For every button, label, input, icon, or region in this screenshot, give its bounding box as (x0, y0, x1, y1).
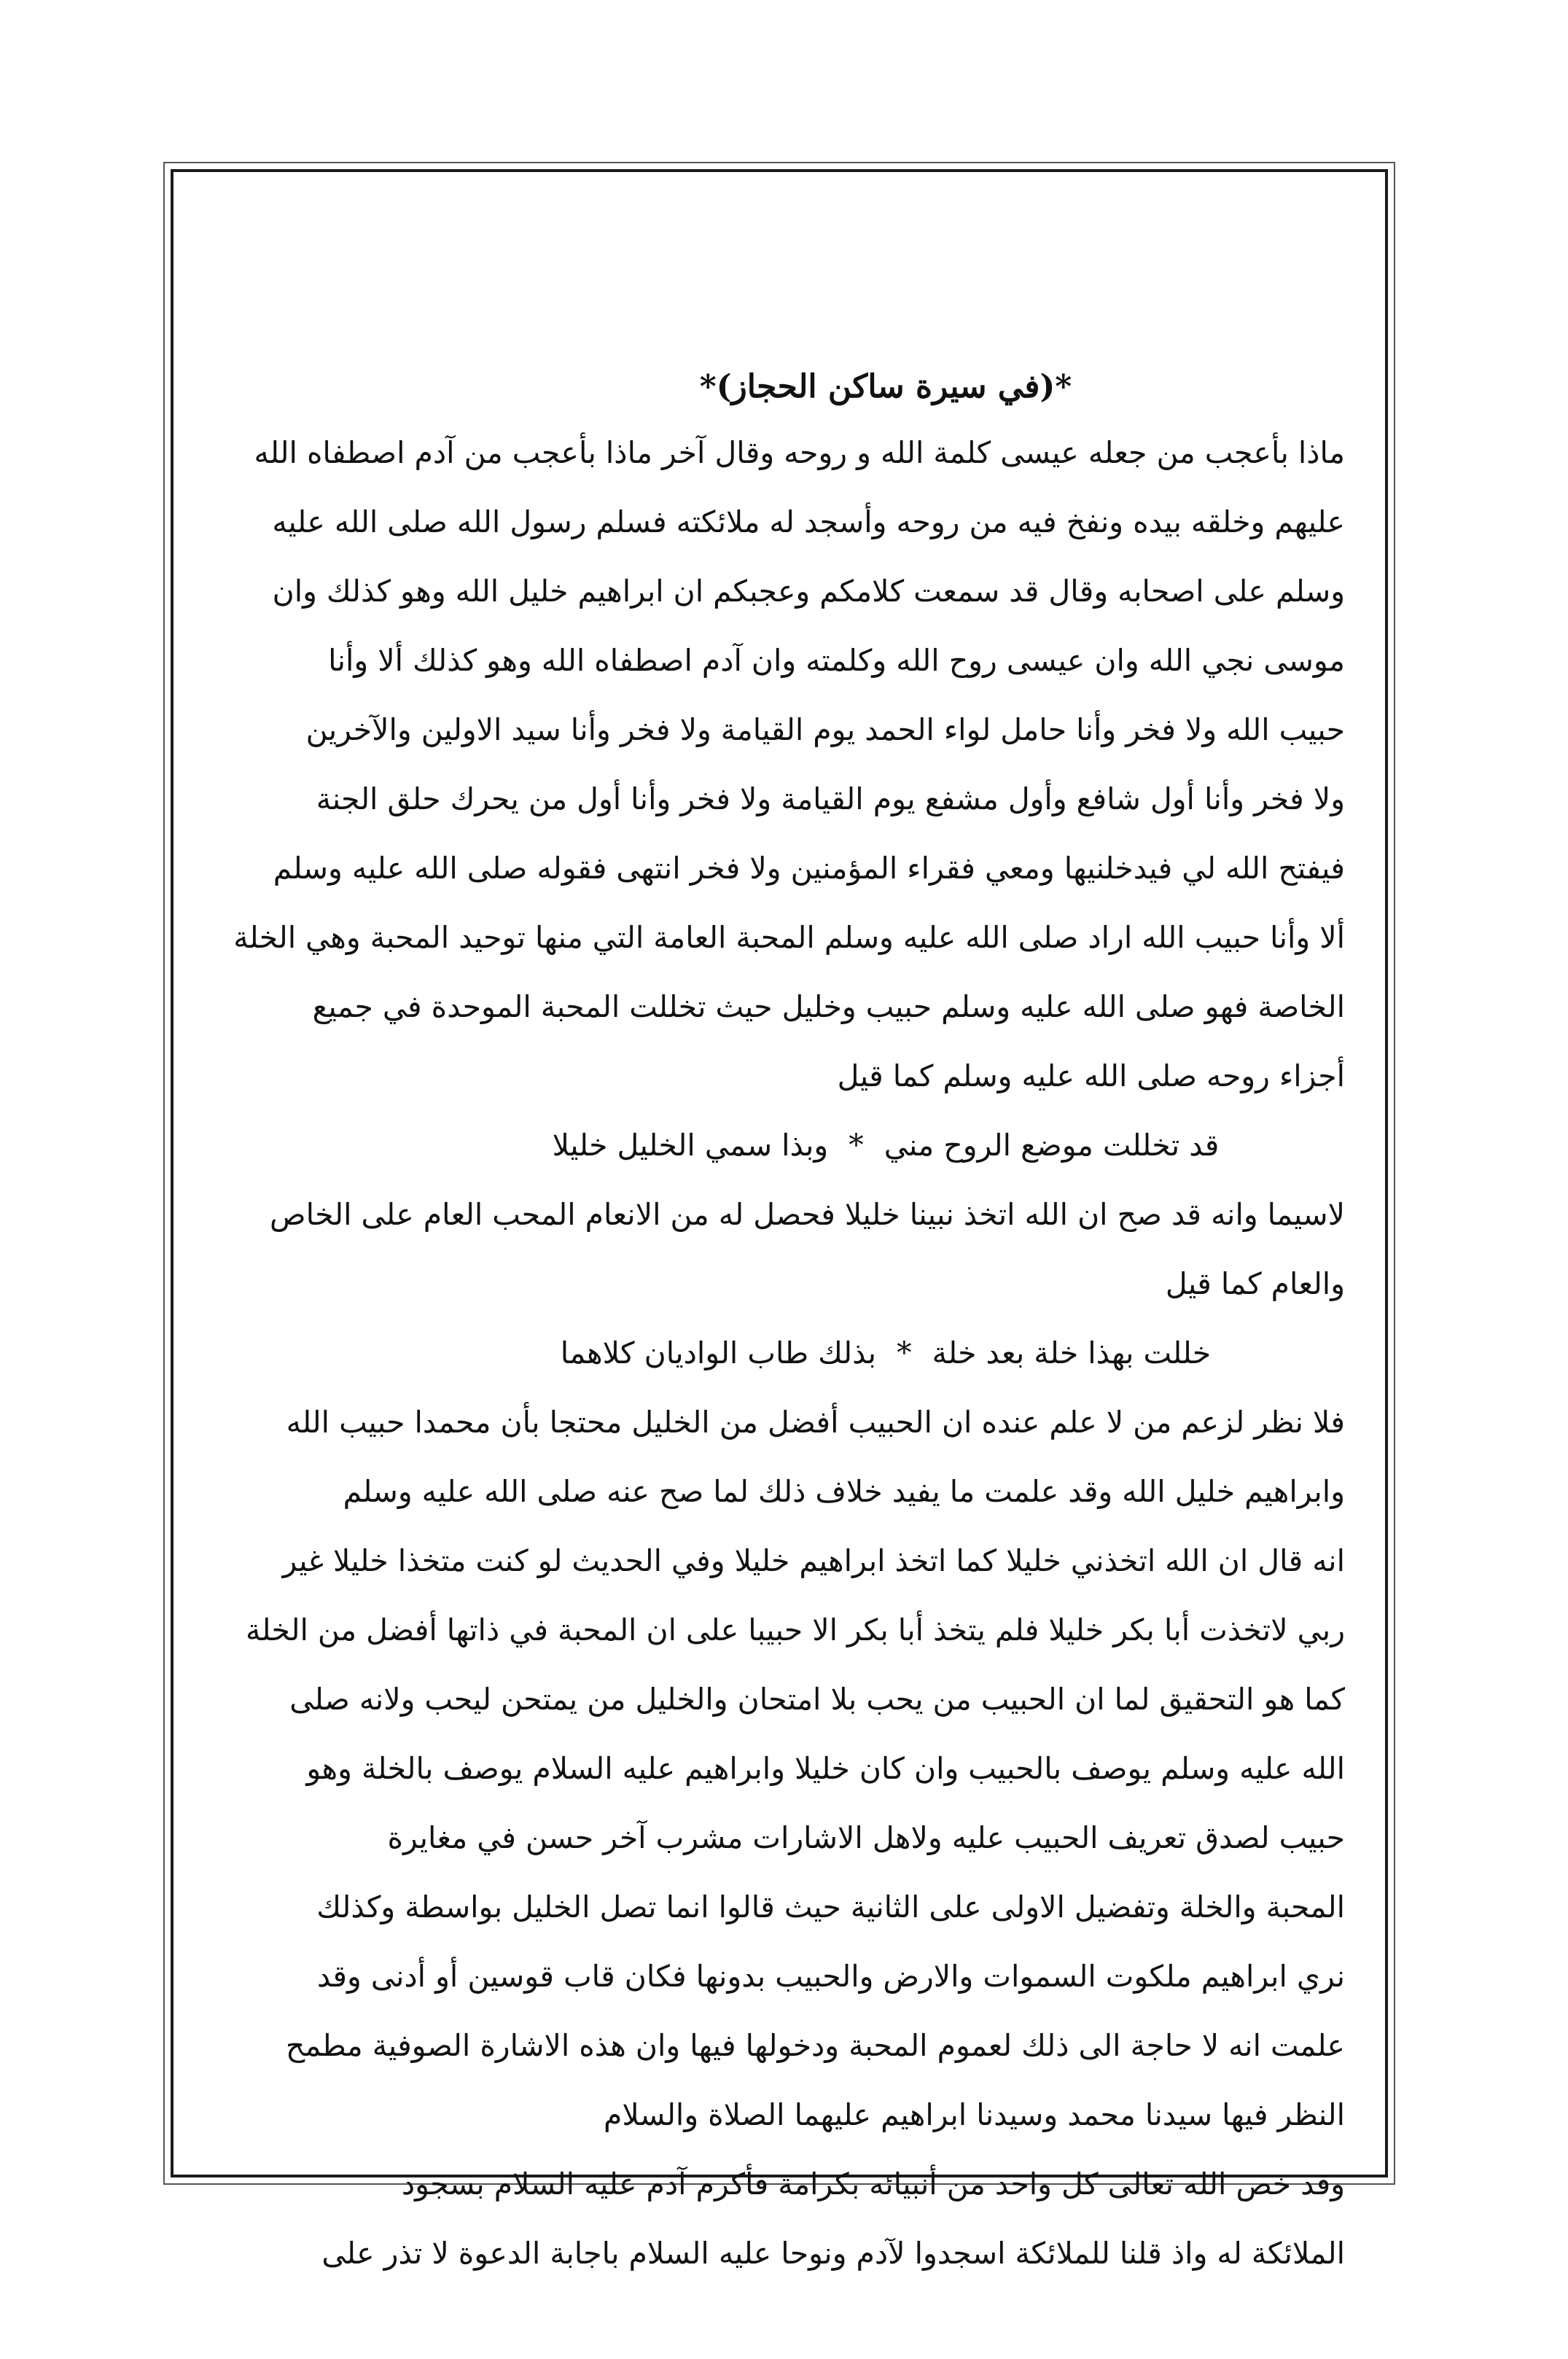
text-line: علمت انه لا حاجة الى ذلك لعموم المحبة ودخولها فيها وان هذه الاشارة الصوفية مطمح (285, 2028, 1345, 2063)
verse-separator: * (897, 1336, 912, 1370)
poem-verse (426, 1111, 1345, 1180)
text-line: فيفتح الله لي فيدخلنيها ومعي فقراء المؤمنين ولا فخر انتهى فقوله صلى الله عليه وسلم (273, 851, 1345, 886)
text-line: انه قال ان الله اتخذني خليلا كما اتخذ ابراهيم خليلا وفي الحديث لو كنت متخذا خليلا غير (282, 1543, 1345, 1578)
text-line: عليهم وخلقه بيده ونفخ فيه من روحه وأسجد له ملائكته فسلم رسول الله صلى الله عليه (272, 504, 1345, 539)
text-line: النظر فيها سيدنا محمد وسيدنا ابراهيم عليهما الصلاة والسلام (604, 2097, 1345, 2132)
text-line: ولا فخر وأنا أول شافع وأول مشفع يوم القيامة ولا فخر وأنا أول من يحرك حلق الجنة (316, 781, 1345, 816)
verse-hemistich-first: خللت بهذا خلة بعد خلة (932, 1336, 1212, 1370)
text-line: ربي لاتخذت أبا بكر خليلا فلم يتخذ أبا بكر الا حبيبا على ان المحبة في ذاتها أفضل من الخلة (245, 1613, 1345, 1648)
poem-verse (426, 1319, 1345, 1388)
text-line: المحبة والخلة وتفضيل الاولى على الثانية حيث قالوا انما تصل الخليل بواسطة وكذلك (316, 1890, 1345, 1925)
text-line: فلا نظر لزعم من لا علم عنده ان الحبيب أفضل من الخليل محتجا بأن محمدا حبيب الله (286, 1405, 1345, 1440)
text-line: الخاصة فهو صلى الله عليه وسلم حبيب وخليل حيث تخللت المحبة الموحدة في جميع (312, 989, 1345, 1024)
verse-hemistich-second: وبذا سمي الخليل خليلا (552, 1128, 829, 1163)
text-line: ألا وأنا حبيب الله اراد صلى الله عليه وسلم المحبة العامة التي منها توحيد المحبة وهي الخلة (233, 920, 1345, 955)
verse-hemistich-second: بذلك طاب الواديان كلاهما (560, 1336, 877, 1370)
text-line: وابراهيم خليل الله وقد علمت ما يفيد خلاف ذلك لما صح عنه صلى الله عليه وسلم (343, 1474, 1345, 1509)
text-line: كما هو التحقيق لما ان الحبيب من يحب بلا امتحان والخليل من يمتحن ليحب ولانه صلى (289, 1682, 1345, 1717)
section-title: *(في سيرة ساكن الحجاز)* (699, 368, 1072, 405)
text-line: ماذا بأعجب من جعله عيسى كلمة الله و روحه وقال آخر ماذا بأعجب من آدم اصطفاه الله (254, 435, 1345, 470)
text-line: موسى نجي الله وان عيسى روح الله وكلمته وان آدم اصطفاه الله وهو كذلك ألا وأنا (328, 643, 1345, 678)
text-line: وقد خص الله تعالى كل واحد من أنبيائه بكرامة فأكرم آدم عليه السلام بسجود (401, 2167, 1345, 2202)
text-line: نري ابراهيم ملكوت السموات والارض والحبيب بدونها فكان قاب قوسين أو أدنى وقد (316, 1959, 1345, 1994)
text-line: لاسيما وانه قد صح ان الله اتخذ نبينا خليلا فحصل له من الانعام المحب العام على الخاص (270, 1197, 1345, 1232)
text-line: وسلم على اصحابه وقال قد سمعت كلامكم وعجبكم ان ابراهيم خليل الله وهو كذلك وان (272, 574, 1345, 609)
text-line: الله عليه وسلم يوصف بالحبيب وان كان خليلا وابراهيم عليه السلام يوصف بالخلة وهو (306, 1751, 1345, 1786)
verse-separator: * (849, 1128, 864, 1163)
text-line: حبيب لصدق تعريف الحبيب عليه ولاهل الاشارات مشرب آخر حسن في مغايرة (387, 1820, 1345, 1855)
text-line: أجزاء روحه صلى الله عليه وسلم كما قيل (837, 1058, 1345, 1093)
text-line: حبيب الله ولا فخر وأنا حامل لواء الحمد يوم القيامة ولا فخر وأنا سيد الاولين والآخرين (305, 712, 1345, 747)
text-line: والعام كما قيل (1165, 1266, 1345, 1301)
text-line: الملائكة له واذ قلنا للملائكة اسجدوا لآدم ونوحا عليه السلام باجابة الدعوة لا تذر على (321, 2236, 1345, 2271)
manuscript-text-block (233, 356, 1345, 2288)
verse-hemistich-first: قد تخللت موضع الروح مني (884, 1128, 1220, 1163)
